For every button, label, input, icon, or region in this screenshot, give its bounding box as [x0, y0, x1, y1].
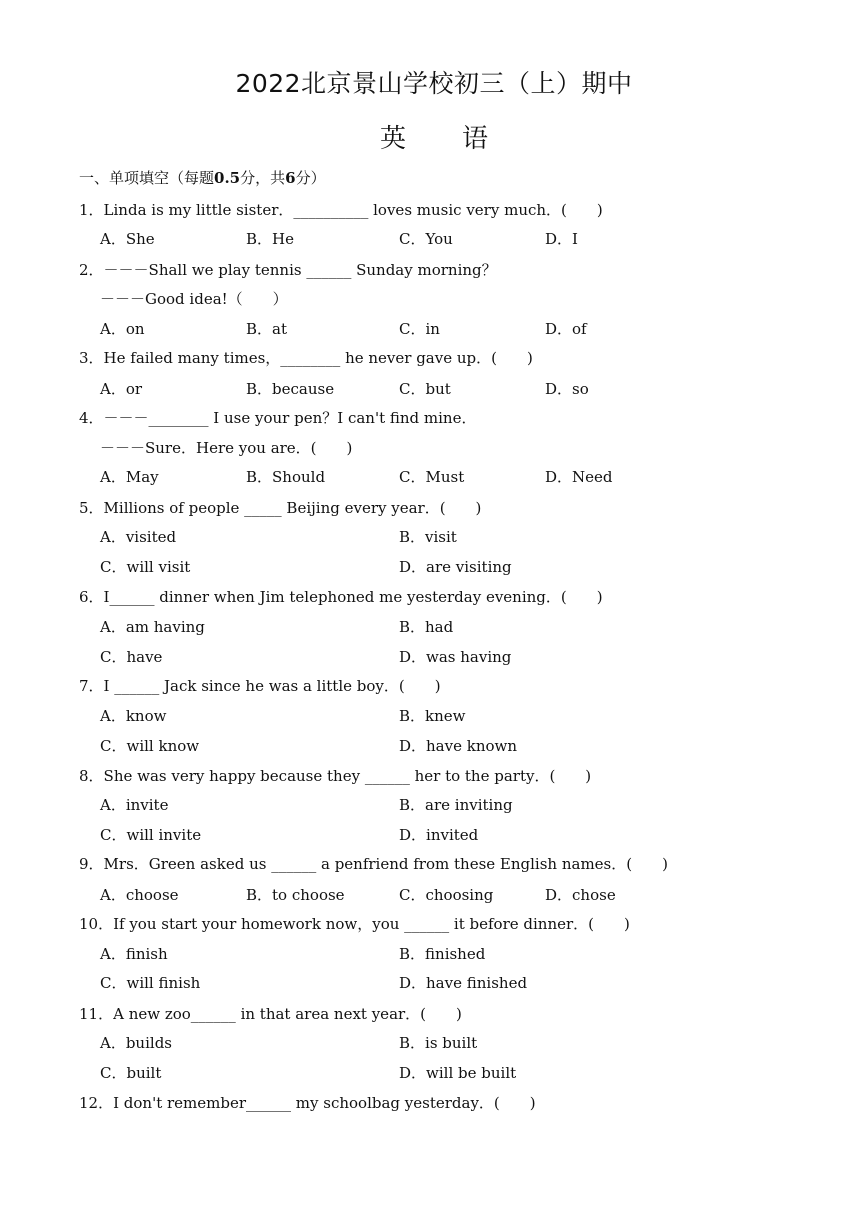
subject-char-1: 英 [379, 124, 406, 154]
question-2-reply: －－－Good idea!（ ） [100, 290, 288, 308]
q9-option-a[interactable]: A．choose [100, 886, 179, 904]
q6-option-a[interactable]: A．am having [100, 618, 205, 636]
section-heading [79, 167, 326, 188]
question-10: 10．If you start your homework now，you ______ it before dinner．( ) [79, 915, 630, 933]
question-1: 1．Linda is my little sister．__________ loves music very much．( ) [79, 201, 603, 219]
q1-option-d[interactable]: D．I [545, 230, 578, 248]
section-mid: 分，共 [240, 169, 286, 187]
page-title: 2022北京景山学校初三（上）期中 [235, 69, 633, 98]
question-4-reply: －－－Sure．Here you are．( ) [100, 439, 353, 457]
question-7: 7．I ______ Jack since he was a little boy．( ) [79, 677, 441, 695]
section-prefix: 一、单项填空（每题 [79, 169, 215, 187]
q5-option-c[interactable]: C．will visit [100, 558, 191, 576]
q8-option-d[interactable]: D．invited [399, 826, 479, 844]
question-6: 6．I______ dinner when Jim telephoned me yesterday evening．( ) [79, 588, 603, 606]
section-score: 0.5 [214, 169, 241, 187]
question-2: 2．－－－Shall we play tennis ______ Sunday morning？ [79, 261, 497, 279]
q5-option-b[interactable]: B．visit [399, 528, 457, 546]
q11-option-b[interactable]: B．is built [399, 1034, 478, 1052]
q3-option-b[interactable]: B．because [246, 380, 335, 398]
q5-option-d[interactable]: D．are visiting [399, 558, 512, 576]
q4-option-a[interactable]: A．May [100, 468, 159, 486]
q9-option-d[interactable]: D．chose [545, 886, 616, 904]
q3-option-d[interactable]: D．so [545, 380, 589, 398]
subject-char-2: 语 [462, 124, 489, 154]
q7-option-c[interactable]: C．will know [100, 737, 200, 755]
q10-option-a[interactable]: A．finish [100, 945, 168, 963]
q6-option-b[interactable]: B．had [399, 618, 454, 636]
q2-option-b[interactable]: B．at [246, 320, 287, 338]
q3-option-a[interactable]: A．or [100, 380, 143, 398]
q1-option-a[interactable]: A．She [100, 230, 155, 248]
q8-option-a[interactable]: A．invite [100, 796, 169, 814]
q7-option-b[interactable]: B．knew [399, 707, 466, 725]
q7-option-a[interactable]: A．know [100, 707, 167, 725]
q5-option-a[interactable]: A．visited [100, 528, 177, 546]
q4-option-d[interactable]: D．Need [545, 468, 613, 486]
subject-title [0, 118, 868, 155]
q10-option-d[interactable]: D．have finished [399, 974, 528, 992]
q1-option-c[interactable]: C．You [399, 230, 453, 248]
q8-option-b[interactable]: B．are inviting [399, 796, 513, 814]
q7-option-d[interactable]: D．have known [399, 737, 518, 755]
question-9: 9．Mrs．Green asked us ______ a penfriend from these English names．( ) [79, 855, 668, 873]
q4-option-c[interactable]: C．Must [399, 468, 465, 486]
q3-option-c[interactable]: C．but [399, 380, 451, 398]
q10-option-c[interactable]: C．will finish [100, 974, 201, 992]
q1-option-b[interactable]: B．He [246, 230, 294, 248]
section-suffix: 分） [295, 169, 326, 187]
q9-option-c[interactable]: C．choosing [399, 886, 494, 904]
section-total: 6 [285, 169, 296, 187]
q6-option-d[interactable]: D．was having [399, 648, 512, 666]
question-5: 5．Millions of people _____ Beijing every year．( ) [79, 499, 482, 517]
q10-option-b[interactable]: B．finished [399, 945, 486, 963]
q2-option-d[interactable]: D．of [545, 320, 587, 338]
question-8: 8．She was very happy because they ______ her to the party．( ) [79, 767, 592, 785]
q11-option-c[interactable]: C．built [100, 1064, 162, 1082]
q4-option-b[interactable]: B．Should [246, 468, 326, 486]
q6-option-c[interactable]: C．have [100, 648, 163, 666]
q2-option-c[interactable]: C．in [399, 320, 440, 338]
question-3: 3．He failed many times，________ he never gave up．( ) [79, 349, 533, 367]
q11-option-a[interactable]: A．builds [100, 1034, 172, 1052]
q11-option-d[interactable]: D．will be built [399, 1064, 517, 1082]
question-11: 11．A new zoo______ in that area next year．( ) [79, 1005, 462, 1023]
question-4: 4．－－－________ I use your pen？I can't find mine． [79, 409, 477, 427]
q8-option-c[interactable]: C．will invite [100, 826, 202, 844]
question-12: 12．I don't remember______ my schoolbag yesterday．( ) [79, 1094, 536, 1112]
q9-option-b[interactable]: B．to choose [246, 886, 345, 904]
q2-option-a[interactable]: A．on [100, 320, 145, 338]
